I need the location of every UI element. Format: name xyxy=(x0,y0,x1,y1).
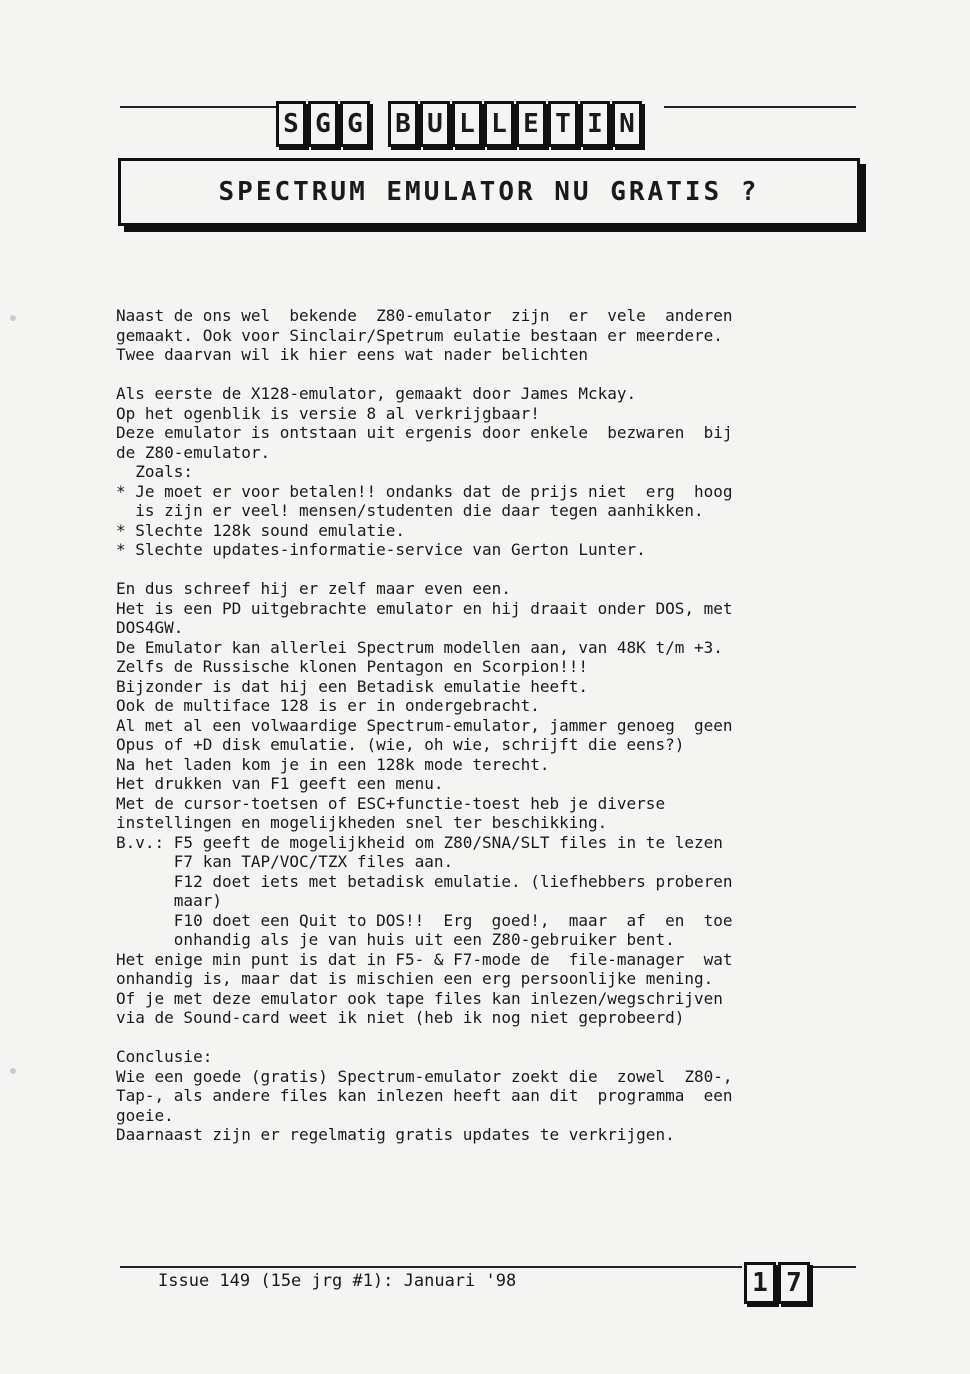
body-line: Al met al een volwaardige Spectrum-emulator, jammer genoeg geen xyxy=(116,715,733,735)
body-line: B.v.: F5 geeft de mogelijkheid om Z80/SNA/SLT files in te lezen xyxy=(116,832,723,852)
body-line: Daarnaast zijn er regelmatig gratis updates te verkrijgen. xyxy=(116,1125,675,1144)
page-number-letter: 1 xyxy=(744,1262,776,1304)
body-line: DOS4GW. xyxy=(116,618,184,637)
body-line: Wie een goede (gratis) Spectrum-emulator zoekt die zowel Z80-, xyxy=(116,1066,733,1086)
body-line: Het drukken van F1 geeft een menu. xyxy=(116,774,444,793)
body-line: Tap-, als andere files kan inlezen heeft aan dit programma een xyxy=(116,1086,733,1105)
binder-hole xyxy=(10,315,16,321)
article-body xyxy=(116,306,868,1145)
masthead-word-bulletin xyxy=(388,101,644,147)
body-line: Op het ogenblik is versie 8 al verkrijgbaar! xyxy=(116,403,540,423)
masthead-word-sgg xyxy=(276,101,372,147)
top-rule-right xyxy=(664,106,856,108)
page-number-letter: 7 xyxy=(778,1262,810,1304)
body-line: Het is een PD uitgebrachte emulator en hij draait onder DOS, met xyxy=(116,598,733,618)
masthead-letter: G xyxy=(340,101,370,147)
body-line: via de Sound-card weet ik niet (heb ik nog niet geprobeerd) xyxy=(116,1008,685,1027)
body-line: Als eerste de X128-emulator, gemaakt door James Mckay. xyxy=(116,384,637,403)
masthead-letter: T xyxy=(548,101,578,147)
body-line: de Z80-emulator. xyxy=(116,442,271,462)
footer-rule-left xyxy=(120,1266,742,1268)
masthead-letter: B xyxy=(388,101,418,147)
body-line xyxy=(116,365,868,385)
issue-info: Issue 149 (15e jrg #1): Januari '98 xyxy=(158,1271,517,1291)
masthead-letter: U xyxy=(420,101,450,147)
masthead-letter: L xyxy=(452,101,482,147)
body-line: gemaakt. Ook voor Sinclair/Spetrum eulatie bestaan er meerdere. xyxy=(116,325,723,345)
body-line: maar) xyxy=(116,891,222,910)
page-number xyxy=(744,1262,812,1304)
body-line: goeie. xyxy=(116,1105,174,1125)
body-line xyxy=(116,560,868,580)
body-line: De Emulator kan allerlei Spectrum modellen aan, van 48K t/m +3. xyxy=(116,637,723,657)
body-line: Opus of +D disk emulatie. (wie, oh wie, schrijft die eens?) xyxy=(116,735,685,754)
body-line: Bijzonder is dat hij een Betadisk emulatie heeft. xyxy=(116,676,589,696)
masthead-letter: E xyxy=(516,101,546,147)
body-line: Of je met deze emulator ook tape files kan inlezen/wegschrijven xyxy=(116,988,723,1008)
masthead xyxy=(276,101,660,147)
body-line: * Je moet er voor betalen!! ondanks dat de prijs niet erg hoog xyxy=(116,481,733,501)
body-line: Twee daarvan wil ik hier eens wat nader belichten xyxy=(116,345,589,364)
body-line: F7 kan TAP/VOC/TZX files aan. xyxy=(116,852,454,871)
body-line: is zijn er veel! mensen/studenten die daar tegen aanhikken. xyxy=(116,501,704,520)
binder-hole xyxy=(10,1068,16,1074)
body-line: Ook de multiface 128 is er in ondergebracht. xyxy=(116,696,540,715)
masthead-letter: L xyxy=(484,101,514,147)
body-line: instellingen en mogelijkheden snel ter beschikking. xyxy=(116,813,608,832)
top-rule xyxy=(120,106,276,108)
body-line: onhandig als je van huis uit een Z80-gebruiker bent. xyxy=(116,930,675,949)
body-line: Na het laden kom je in een 128k mode terecht. xyxy=(116,754,550,774)
body-line: * Slechte 128k sound emulatie. xyxy=(116,520,405,540)
masthead-letter: N xyxy=(612,101,642,147)
body-line: F10 doet een Quit to DOS!! Erg goed!, maar af en toe xyxy=(116,910,733,930)
body-line: Het enige min punt is dat in F5- & F7-mode de file-manager wat xyxy=(116,949,733,969)
headline: SPECTRUM EMULATOR NU GRATIS ? xyxy=(118,158,860,226)
masthead-letter: G xyxy=(308,101,338,147)
body-line: * Slechte updates-informatie-service van Gerton Lunter. xyxy=(116,540,646,559)
body-line: onhandig is, maar dat is mischien een erg persoonlijke mening. xyxy=(116,969,714,988)
body-line: En dus schreef hij er zelf maar even een. xyxy=(116,579,511,598)
body-line: Zoals: xyxy=(116,462,194,481)
masthead-letter: I xyxy=(580,101,610,147)
body-line: F12 doet iets met betadisk emulatie. (liefhebbers proberen xyxy=(116,871,733,891)
body-line: Zelfs de Russische klonen Pentagon en Scorpion!!! xyxy=(116,657,589,676)
body-line: Deze emulator is ontstaan uit ergenis door enkele bezwaren bij xyxy=(116,423,733,442)
body-line: Met de cursor-toetsen of ESC+functie-toest heb je diverse xyxy=(116,793,666,813)
masthead-letter: S xyxy=(276,101,306,147)
body-line: Conclusie: xyxy=(116,1047,213,1066)
body-line: Naast de ons wel bekende Z80-emulator zijn er vele anderen xyxy=(116,306,733,325)
body-line xyxy=(116,1028,868,1048)
footer-rule-right xyxy=(808,1266,856,1268)
